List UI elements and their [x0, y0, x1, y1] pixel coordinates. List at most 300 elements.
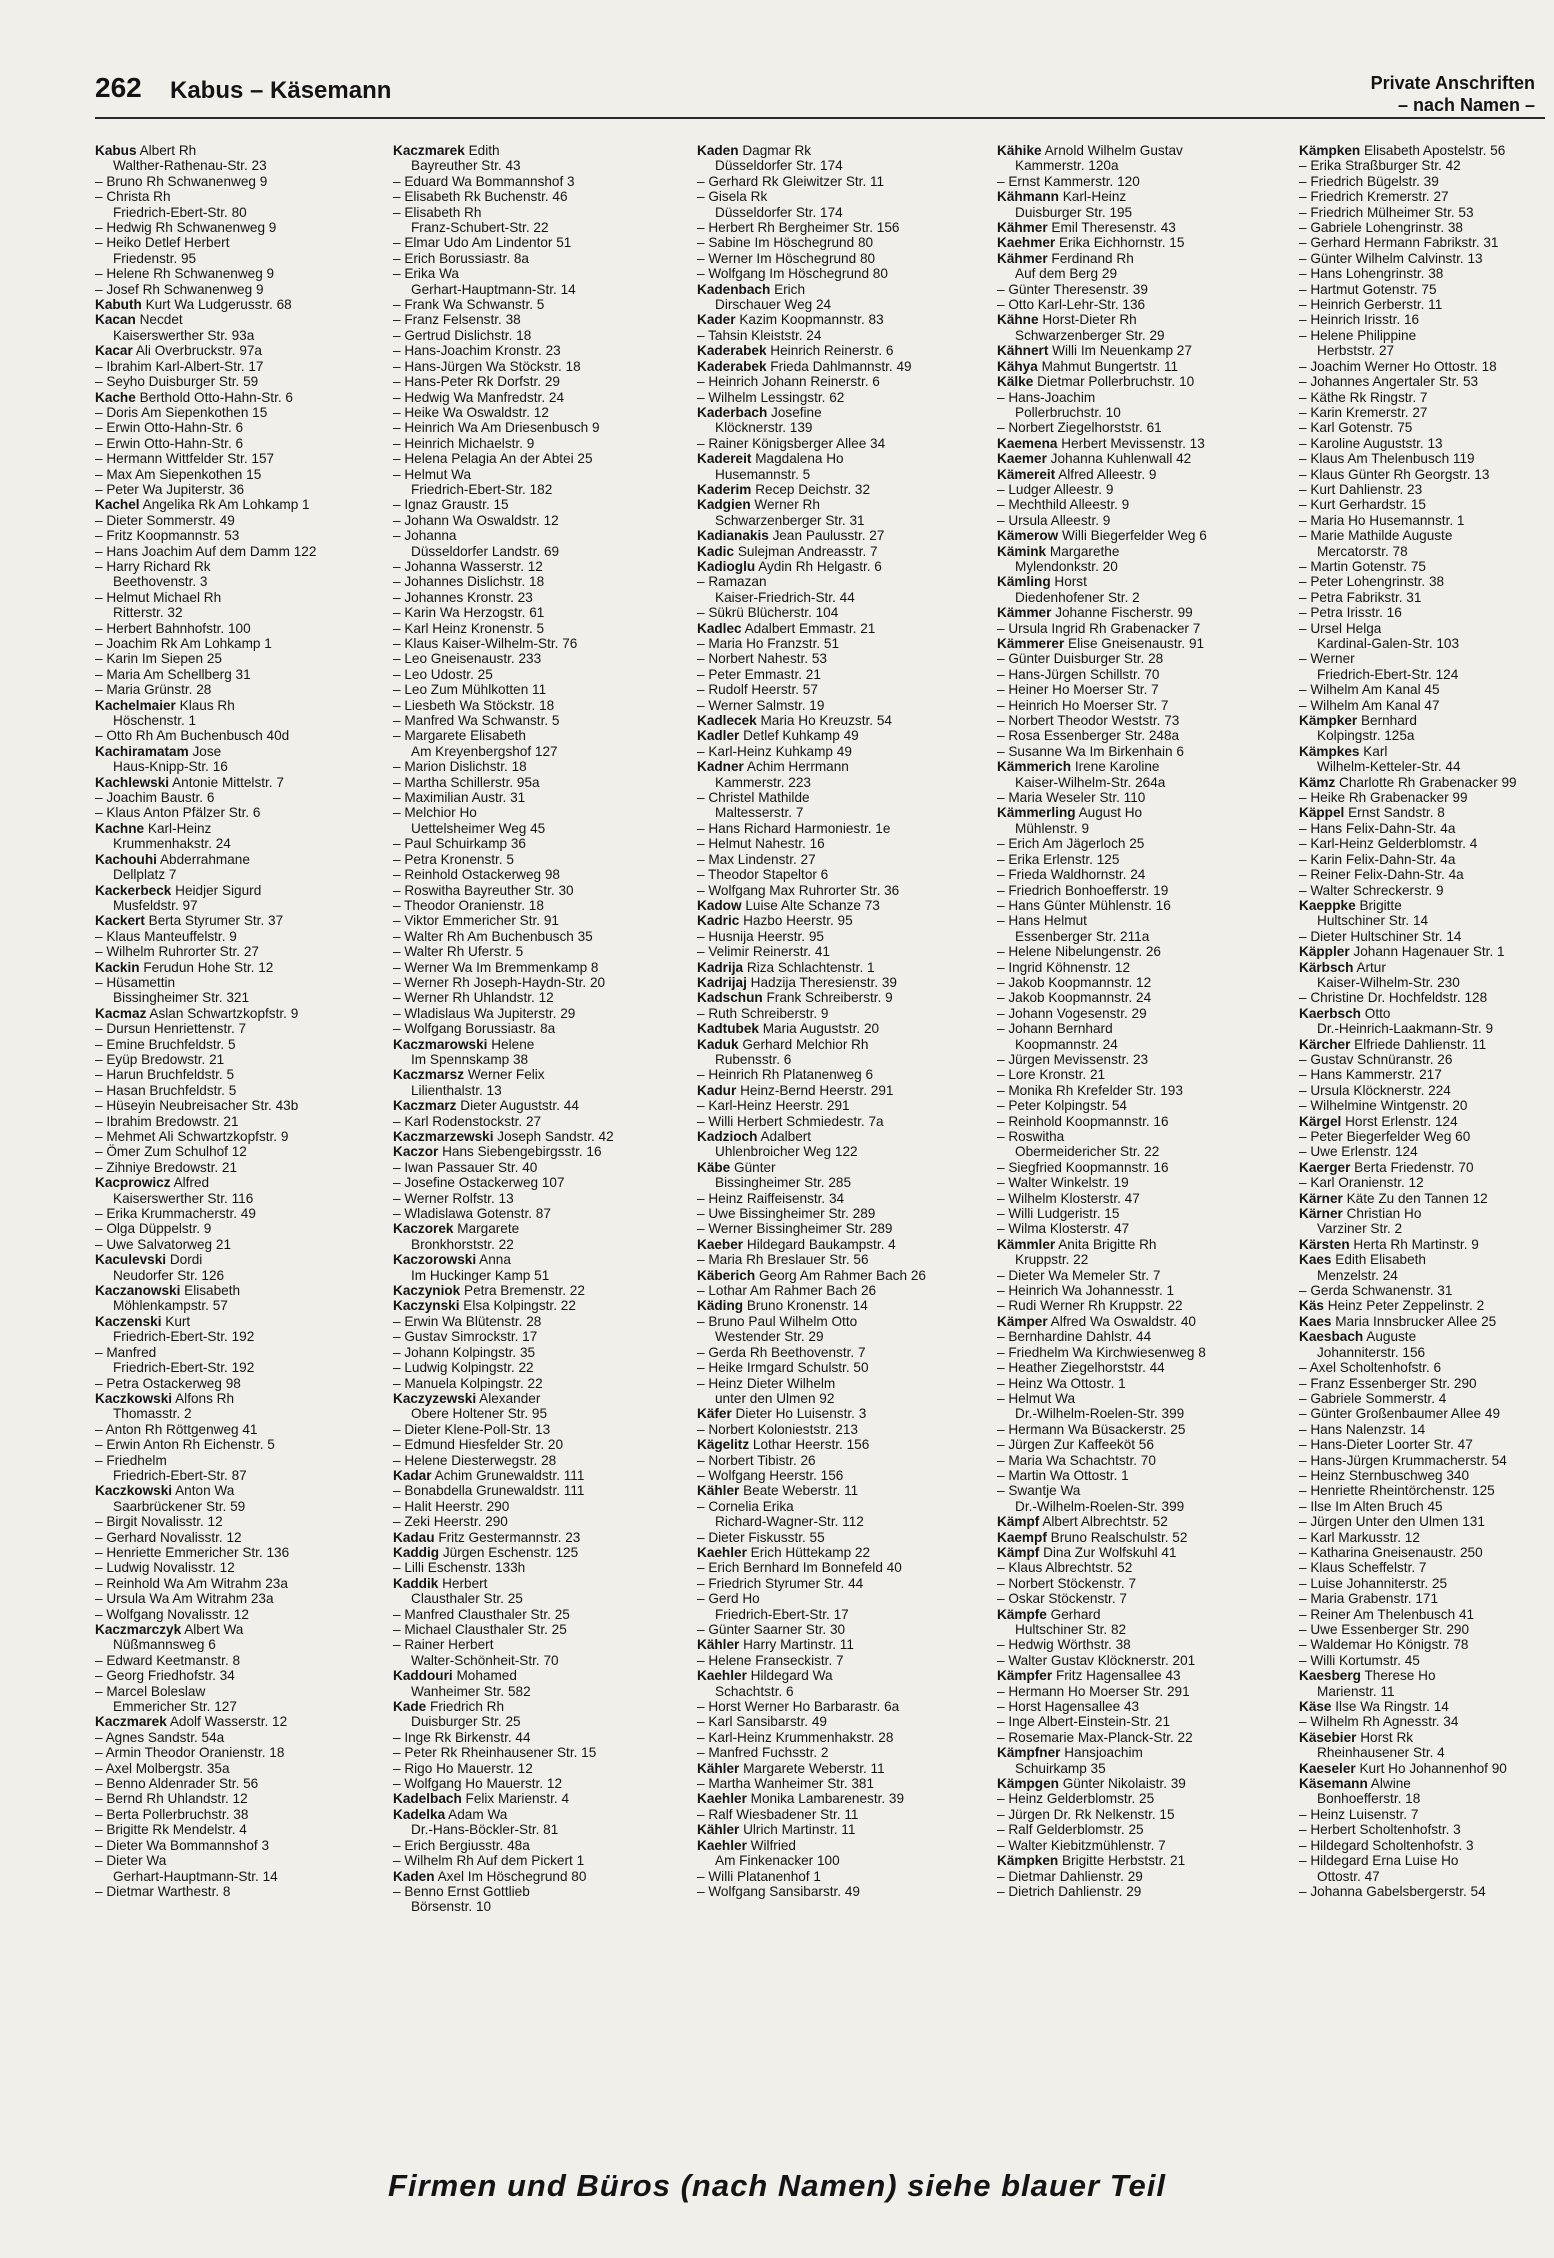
entry-surname: Kaczenski — [95, 1313, 162, 1329]
entry-details: – Heinrich Wa Johannesstr. 1 — [997, 1283, 1175, 1299]
entry-details: – Karl-Heinz Kuhkamp 49 — [697, 743, 852, 759]
directory-entry — [95, 436, 385, 451]
entry-details: – Klaus Günter Rh Georgstr. 13 — [1299, 466, 1490, 482]
entry-address-line: Westender Str. 29 — [715, 1329, 824, 1345]
directory-entry — [997, 1206, 1287, 1221]
directory-entry — [997, 836, 1287, 851]
entry-address-line: Mylendonkstr. 20 — [1015, 558, 1118, 574]
directory-entry — [393, 1807, 683, 1822]
entry-surname: Kärgel — [1299, 1113, 1342, 1129]
entry-details: – Rigo Ho Mauerstr. 12 — [393, 1760, 533, 1776]
entry-details: – Waldemar Ho Königstr. 78 — [1299, 1637, 1469, 1653]
entry-details: Ali Overbruckstr. 97a — [135, 343, 262, 359]
directory-entry — [95, 1437, 385, 1452]
entry-address-line: Bonhoefferstr. 18 — [1317, 1791, 1421, 1807]
directory-entry — [95, 420, 385, 435]
directory-entry — [393, 1530, 683, 1545]
directory-entry — [393, 467, 683, 482]
directory-entry — [393, 1791, 683, 1806]
entry-details: – Friedrich Mülheimer Str. 53 — [1299, 204, 1474, 220]
directory-entry — [697, 1283, 987, 1298]
entry-details: Herbert — [442, 1575, 488, 1591]
entry-details: Willi Im Neuenkamp 27 — [1052, 343, 1192, 359]
directory-entry — [697, 713, 987, 728]
directory-entry — [1299, 1391, 1539, 1406]
directory-entry — [393, 1560, 683, 1575]
entry-details: – Werner — [1299, 651, 1355, 667]
entry-details: – Monika Rh Krefelder Str. 193 — [997, 1082, 1183, 1098]
entry-address-line: Friedrich-Ebert-Str. 192 — [113, 1329, 255, 1345]
entry-surname: Kadelbach — [393, 1791, 462, 1807]
directory-entry — [95, 852, 385, 867]
entry-details: Adalbert — [760, 1129, 812, 1144]
entry-details: Karl — [1363, 743, 1388, 759]
entry-surname: Käs — [1299, 1298, 1324, 1314]
entry-details: – Josef Rh Schwanenweg 9 — [95, 281, 264, 297]
entry-surname: Käding — [697, 1298, 744, 1314]
directory-entry — [697, 1699, 987, 1714]
section-topic-line2: – nach Namen – — [1397, 95, 1535, 115]
entry-address-line: Wilhelm-Ketteler-Str. 44 — [1317, 759, 1461, 775]
entry-surname: Kachel — [95, 497, 140, 513]
directory-entry — [697, 821, 987, 836]
entry-details: – Otto Karl-Lehr-Str. 136 — [997, 297, 1146, 313]
directory-entry — [393, 1067, 683, 1082]
entry-details: – Maria Ho Husemannstr. 1 — [1299, 512, 1465, 528]
entry-details: Elise Gneisenaustr. 91 — [1068, 636, 1205, 651]
directory-entry — [1299, 1406, 1539, 1421]
entry-address-line: Friedrich-Ebert-Str. 80 — [113, 204, 247, 220]
entry-details: – Erwin Otto-Hahn-Str. 6 — [95, 420, 244, 436]
entry-surname: Kadschun — [697, 990, 763, 1006]
entry-details: Adam Wa — [448, 1806, 508, 1822]
entry-details: – Friedrich Styrumer Str. 44 — [697, 1575, 864, 1591]
entry-address-line: Ottostr. 47 — [1317, 1868, 1380, 1884]
directory-entry — [997, 1221, 1287, 1236]
entry-details: – Helene Philippine — [1299, 327, 1417, 343]
directory-entry — [393, 1329, 683, 1344]
entry-surname: Kadrija — [697, 959, 744, 975]
entry-details: Monika Lambarenestr. 39 — [750, 1791, 905, 1807]
directory-entry — [95, 1730, 385, 1745]
directory-entry — [997, 1514, 1287, 1529]
entry-details: – Edward Keetmanstr. 8 — [95, 1652, 241, 1668]
entry-details: – Dursun Henriettenstr. 7 — [95, 1021, 247, 1037]
entry-details: – Maria Wa Schachtstr. 70 — [997, 1452, 1156, 1468]
entry-surname: Kadenbach — [697, 281, 771, 297]
directory-entry — [95, 1144, 385, 1159]
entry-address-line: Am Kreyenbergshof 127 — [411, 743, 558, 759]
directory-entry — [95, 1653, 385, 1668]
directory-entry — [1299, 1560, 1539, 1575]
entry-surname: Kaculevski — [95, 1252, 167, 1268]
directory-entry — [697, 1252, 987, 1267]
entry-details: – Henriette Rheintörchenstr. 125 — [1299, 1483, 1495, 1499]
directory-entry — [393, 1376, 683, 1391]
entry-surname: Kaczmarz — [393, 1098, 457, 1114]
entry-address-line: Neudorfer Str. 126 — [113, 1267, 225, 1283]
directory-entry — [1299, 1237, 1539, 1252]
entry-details: – Hans Richard Harmoniestr. 1e — [697, 820, 891, 836]
entry-details: – Peter Kolpingstr. 54 — [997, 1098, 1127, 1114]
directory-entry — [997, 1360, 1287, 1375]
entry-details: Erich Hüttekamp 22 — [750, 1544, 871, 1560]
entry-details: – Hedwig Rh Schwanenweg 9 — [95, 220, 277, 236]
directory-entry — [393, 898, 683, 913]
directory-entry — [697, 559, 987, 574]
directory-entry — [393, 513, 683, 528]
entry-details: – Sükrü Blücherstr. 104 — [697, 605, 839, 621]
directory-entry — [697, 1668, 987, 1683]
directory-entry — [997, 1807, 1287, 1822]
directory-entry — [1299, 482, 1539, 497]
entry-details: – Willi Ludgeristr. 15 — [997, 1206, 1120, 1222]
entry-surname: Kämpfner — [997, 1745, 1061, 1761]
directory-entry — [1299, 1252, 1539, 1267]
entry-surname: Kaczyniok — [393, 1283, 461, 1299]
directory-entry — [95, 559, 385, 574]
entry-details: Elisabeth Apostelstr. 56 — [1363, 143, 1506, 158]
entry-surname: Kader — [697, 312, 736, 328]
directory-entry — [697, 174, 987, 189]
entry-surname: Kackert — [95, 913, 145, 929]
entry-surname: Kaczmarek — [393, 143, 465, 158]
entry-details: – Mechthild Alleestr. 9 — [997, 497, 1130, 513]
directory-entry — [1299, 713, 1539, 728]
directory-entry — [997, 1822, 1287, 1837]
entry-details: Käte Zu den Tannen 12 — [1346, 1190, 1488, 1206]
directory-entry — [393, 235, 683, 250]
entry-details: – Reiner Am Thelenbusch 41 — [1299, 1606, 1475, 1622]
entry-details: – Wladislaus Wa Jupiterstr. 29 — [393, 1005, 576, 1021]
entry-details: – Hildegard Scholtenhofstr. 3 — [1299, 1837, 1474, 1853]
directory-entry — [393, 1252, 683, 1267]
entry-details: – Helene Diesterwegstr. 28 — [393, 1452, 557, 1468]
entry-details: Anton Wa — [175, 1483, 235, 1499]
entry-details: – Manfred Clausthaler Str. 25 — [393, 1606, 570, 1622]
entry-surname: Kadlecek — [697, 713, 757, 729]
directory-entry — [997, 1314, 1287, 1329]
entry-details: – Walter Kiebitzmühlenstr. 7 — [997, 1837, 1166, 1853]
directory-entry — [95, 1622, 385, 1637]
entry-details: Horst Erlenstr. 124 — [1345, 1113, 1458, 1129]
directory-entry — [697, 1730, 987, 1745]
entry-address-line: Düsseldorfer Str. 174 — [715, 204, 843, 220]
directory-entry — [997, 436, 1287, 451]
directory-entry — [697, 1499, 987, 1514]
directory-entry — [95, 266, 385, 281]
entry-details: – Oskar Stöckenstr. 7 — [997, 1591, 1127, 1607]
directory-entry — [997, 251, 1287, 266]
entry-address-line: Bissingheimer Str. 285 — [715, 1175, 852, 1191]
entry-surname: Kaderim — [697, 481, 752, 497]
entry-details: – Johann Wa Oswaldstr. 12 — [393, 512, 559, 528]
entry-details: Aydin Rh Helgastr. 6 — [758, 558, 882, 574]
directory-entry — [393, 605, 683, 620]
directory-entry — [95, 405, 385, 420]
entry-details: – Günter Wilhelm Calvinstr. 13 — [1299, 250, 1483, 266]
entry-details: – Ernst Kammerstr. 120 — [997, 173, 1140, 189]
directory-entry — [393, 713, 683, 728]
entry-surname: Kämmerich — [997, 759, 1072, 775]
entry-details: – Halit Heerstr. 290 — [393, 1498, 510, 1514]
directory-entry — [1299, 883, 1539, 898]
directory-entry — [697, 528, 987, 543]
entry-details: – Heiko Detlef Herbert — [95, 235, 230, 251]
directory-entry — [393, 775, 683, 790]
entry-details: Herbert Mevissenstr. 13 — [1061, 435, 1205, 451]
directory-entry — [393, 790, 683, 805]
section-topic — [1371, 72, 1535, 116]
directory-entry — [1299, 205, 1539, 220]
entry-surname: Kaderabek — [697, 343, 767, 359]
directory-entry — [95, 220, 385, 235]
entry-details: – Karl Gotenstr. 75 — [1299, 420, 1413, 436]
entry-address-line: Richard-Wagner-Str. 112 — [715, 1514, 864, 1530]
entry-surname: Kaczmarsz — [393, 1067, 465, 1083]
entry-details: – Elmar Udo Am Lindentor 51 — [393, 235, 572, 251]
directory-entry — [697, 1083, 987, 1098]
entry-surname: Kähnert — [997, 343, 1049, 359]
directory-entry — [393, 390, 683, 405]
entry-details: – Wladislawa Gotenstr. 87 — [393, 1206, 551, 1222]
directory-entry — [997, 1345, 1287, 1360]
directory-entry — [95, 1853, 385, 1868]
entry-address-line: Bayreuther Str. 43 — [411, 158, 521, 174]
entry-surname: Kämz — [1299, 774, 1336, 790]
entry-details: – Johannes Kronstr. 23 — [393, 589, 533, 605]
directory-entry — [1299, 698, 1539, 713]
entry-details: Heinz Peter Zeppelinstr. 2 — [1327, 1298, 1485, 1314]
entry-surname: Kämpken — [997, 1853, 1059, 1869]
directory-entry — [1299, 220, 1539, 235]
entry-details: – Petra Fabrikstr. 31 — [1299, 589, 1422, 605]
directory-entry — [95, 497, 385, 512]
entry-details: Ferdinand Rh — [1051, 250, 1134, 266]
entry-address-line: Kolpingstr. 125a — [1317, 728, 1415, 744]
directory-entry — [393, 975, 683, 990]
entry-surname: Kähya — [997, 358, 1038, 374]
directory-entry — [95, 1098, 385, 1113]
entry-address-line: Ritterstr. 32 — [113, 605, 183, 621]
entry-details: Alfred Wa Oswaldstr. 40 — [1050, 1313, 1196, 1329]
directory-entry — [997, 1607, 1287, 1622]
entry-details: Helene — [491, 1036, 535, 1052]
directory-entry — [697, 682, 987, 697]
entry-details: – Maria Rh Breslauer Str. 56 — [697, 1252, 869, 1268]
entry-details: – Margarete Elisabeth — [393, 728, 526, 744]
directory-entry — [997, 1006, 1287, 1021]
entry-details: – Seyho Duisburger Str. 59 — [95, 374, 259, 390]
directory-entry — [1299, 451, 1539, 466]
entry-details: Artur — [1356, 959, 1386, 975]
entry-details: – Erich Bernhard Im Bonnefeld 40 — [697, 1560, 902, 1576]
directory-entry — [393, 1144, 683, 1159]
directory-entry — [1299, 1483, 1539, 1498]
entry-details: Abderrahmane — [159, 851, 250, 867]
entry-details: Magdalena Ho — [755, 451, 844, 467]
directory-entry — [997, 1083, 1287, 1098]
directory-entry — [697, 1437, 987, 1452]
directory-entry — [95, 1807, 385, 1822]
directory-entry — [1299, 235, 1539, 250]
directory-entry — [997, 759, 1287, 774]
directory-entry — [95, 374, 385, 389]
directory-entry — [393, 728, 683, 743]
entry-details: – Norbert Ziegelhorststr. 61 — [997, 420, 1162, 436]
entry-details: Bernhard — [1360, 713, 1417, 729]
entry-surname: Kaddik — [393, 1575, 439, 1591]
entry-details: – Uwe Erlenstr. 124 — [1299, 1144, 1418, 1160]
entry-details: – Dieter Hultschiner Str. 14 — [1299, 928, 1462, 944]
directory-entry — [95, 189, 385, 204]
directory-entry — [997, 1869, 1287, 1884]
directory-entry — [1299, 1006, 1539, 1021]
entry-details: – Benno Aldenrader Str. 56 — [95, 1776, 259, 1792]
entry-details: – Herbert Rh Bergheimer Str. 156 — [697, 220, 900, 236]
entry-address-line: Obermeidericher Str. 22 — [1015, 1144, 1160, 1160]
entry-details: August Ho — [1078, 805, 1143, 821]
entry-surname: Kaczor — [393, 1144, 439, 1160]
directory-entry — [1299, 1453, 1539, 1468]
entry-address-line: Clausthaler Str. 25 — [411, 1591, 523, 1607]
entry-surname: Kähler — [697, 1760, 740, 1776]
entry-surname: Kaczkowski — [95, 1483, 173, 1499]
entry-details: – Hans-Peter Rk Dorfstr. 29 — [393, 374, 560, 390]
directory-entry — [697, 1453, 987, 1468]
directory-entry — [697, 1206, 987, 1221]
entry-details: – Erich Borussiastr. 8a — [393, 250, 529, 266]
entry-surname: Kachouhi — [95, 851, 157, 867]
column-4 — [997, 143, 1287, 1899]
entry-details: – Karin Kremerstr. 27 — [1299, 404, 1428, 420]
entry-surname: Kabuth — [95, 297, 142, 313]
entry-details: Adolf Wasserstr. 12 — [169, 1714, 288, 1730]
entry-details: – Uwe Essenberger Str. 290 — [1299, 1622, 1470, 1637]
directory-entry — [697, 667, 987, 682]
directory-entry — [997, 1853, 1287, 1868]
entry-details: – Ilse Im Alten Bruch 45 — [1299, 1498, 1443, 1514]
entry-details: – Fritz Koopmannstr. 53 — [95, 528, 240, 544]
entry-details: – Heinrich Rh Platanenweg 6 — [697, 1067, 874, 1083]
entry-details: Otto — [1364, 1005, 1391, 1021]
entry-details: Herta Rh Martinstr. 9 — [1353, 1236, 1479, 1252]
entry-details: Alfons Rh — [175, 1390, 235, 1406]
directory-entry — [393, 559, 683, 574]
entry-details: – Brigitte Rk Mendelstr. 4 — [95, 1822, 247, 1838]
entry-details: – Werner Im Höschegrund 80 — [697, 250, 876, 266]
listing-columns — [95, 143, 1535, 2123]
directory-entry — [1299, 651, 1539, 666]
directory-entry — [697, 867, 987, 882]
directory-entry — [697, 251, 987, 266]
directory-entry — [95, 667, 385, 682]
entry-details: Johanne Fischerstr. 99 — [1055, 605, 1193, 621]
directory-entry — [997, 1283, 1287, 1298]
directory-entry — [393, 1175, 683, 1190]
directory-entry — [1299, 528, 1539, 543]
directory-entry — [95, 1545, 385, 1560]
directory-entry — [1299, 390, 1539, 405]
directory-entry — [1299, 1114, 1539, 1129]
entry-address-line: Bronkhorststr. 22 — [411, 1236, 514, 1252]
entry-address-line: Walther-Rathenau-Str. 23 — [113, 158, 267, 174]
entry-surname: Kämpf — [997, 1514, 1040, 1530]
entry-details: Hazbo Heerstr. 95 — [743, 913, 853, 929]
directory-entry — [393, 1283, 683, 1298]
entry-details: Dieter Ho Luisenstr. 3 — [735, 1406, 867, 1422]
entry-surname: Kaddig — [393, 1544, 440, 1560]
entry-details: – Käthe Rk Ringstr. 7 — [1299, 389, 1428, 405]
directory-entry — [393, 1298, 683, 1313]
directory-entry — [95, 1067, 385, 1082]
entry-details: – Klaus Anton Pfälzer Str. 6 — [95, 805, 261, 821]
entry-details: – Reinhold Koopmannstr. 16 — [997, 1113, 1169, 1129]
directory-entry — [393, 574, 683, 589]
entry-details: – Helmut Michael Rh — [95, 589, 222, 605]
entry-details: – Uwe Salvatorweg 21 — [95, 1236, 232, 1252]
directory-entry — [1299, 297, 1539, 312]
entry-details: – Harry Richard Rk — [95, 558, 211, 574]
entry-address-line: Im Spennskamp 38 — [411, 1051, 529, 1067]
directory-entry — [1299, 158, 1539, 173]
directory-entry — [697, 220, 987, 235]
entry-details: – Tahsin Kleiststr. 24 — [697, 327, 822, 343]
directory-entry — [997, 482, 1287, 497]
entry-details: Kurt — [165, 1313, 191, 1329]
entry-surname: Kachelmaier — [95, 697, 176, 713]
directory-entry — [697, 1006, 987, 1021]
entry-details: Petra Bremenstr. 22 — [464, 1283, 585, 1299]
directory-entry — [697, 436, 987, 451]
entry-address-line: Bissingheimer Str. 321 — [113, 990, 250, 1006]
directory-entry — [697, 544, 987, 559]
directory-entry — [1299, 1545, 1539, 1560]
entry-details: Jürgen Eschenstr. 125 — [442, 1544, 579, 1560]
entry-details: – Norbert Theodor Weststr. 73 — [997, 713, 1180, 729]
directory-entry — [697, 312, 987, 327]
directory-entry — [997, 1114, 1287, 1129]
entry-details: – Siegfried Koopmannstr. 16 — [997, 1159, 1169, 1175]
entry-details: Dordi — [169, 1252, 203, 1268]
directory-entry — [95, 1021, 385, 1036]
entry-details: Felix Marienstr. 4 — [465, 1791, 570, 1807]
directory-entry — [1299, 189, 1539, 204]
entry-details: – Karl Markusstr. 12 — [1299, 1529, 1420, 1545]
entry-surname: Kämper — [997, 1313, 1048, 1329]
entry-details: Brigitte — [1359, 897, 1402, 913]
entry-address-line: Wanheimer Str. 582 — [411, 1683, 531, 1699]
entry-details: – Ralf Gelderblomstr. 25 — [997, 1822, 1144, 1838]
entry-surname: Kaes — [1299, 1252, 1332, 1268]
entry-address-line: Dirschauer Weg 24 — [715, 297, 832, 313]
entry-details: Arnold Wilhelm Gustav — [1044, 143, 1183, 158]
entry-surname: Kacar — [95, 343, 133, 359]
directory-entry — [997, 1021, 1287, 1036]
entry-surname: Kämmerling — [997, 805, 1076, 821]
directory-entry — [997, 898, 1287, 913]
directory-entry — [393, 1576, 683, 1591]
entry-details: – Friedrich Bonhoefferstr. 19 — [997, 882, 1169, 898]
directory-entry — [95, 235, 385, 250]
directory-entry — [697, 1838, 987, 1853]
directory-entry — [95, 1530, 385, 1545]
entry-details: – Christine Dr. Hochfeldstr. 128 — [1299, 990, 1488, 1006]
entry-details: – Reinhold Wa Am Witrahm 23a — [95, 1575, 288, 1591]
directory-entry — [997, 1637, 1287, 1652]
entry-surname: Kadau — [393, 1529, 435, 1545]
directory-entry — [997, 297, 1287, 312]
